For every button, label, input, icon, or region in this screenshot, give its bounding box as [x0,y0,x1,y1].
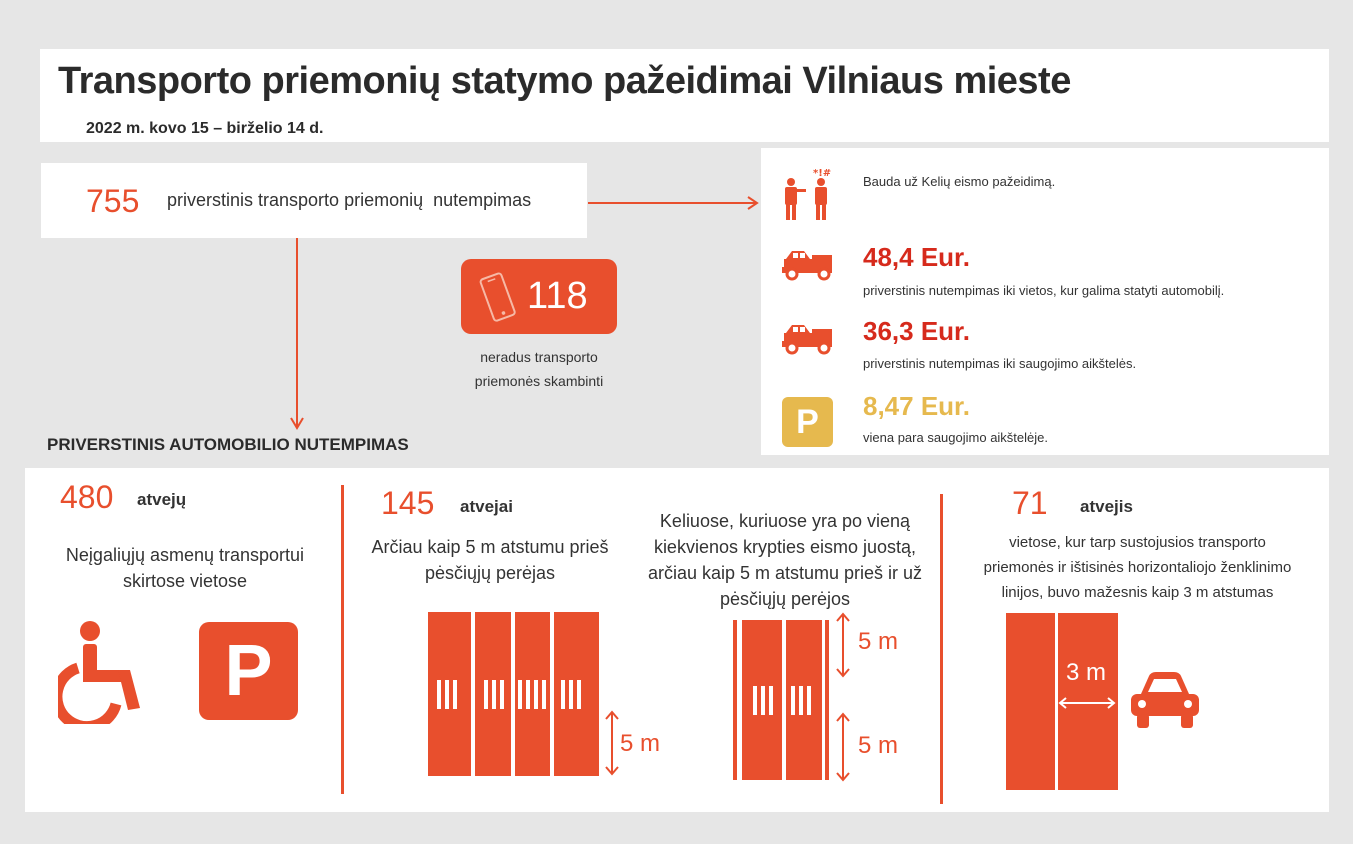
arrow-right [588,194,763,212]
towing-total-label: priverstinis transporto priemonių nutempimas [167,190,532,210]
divider [940,494,943,804]
case-1-desc: Neįgaliųjų asmenų transportui skirtose vietose [65,545,305,591]
calls-number: 118 [527,275,588,317]
case-3-distance-top: 5 m [858,628,899,655]
case-4-distance: 3 m [1066,659,1107,686]
case-4-number: 71 [1012,485,1048,521]
distance-arrow-icon [835,612,851,678]
crosswalk-road-icon [733,620,829,780]
fine-amount-3: 8,47 Eur. [863,391,970,421]
page-title: Transporto priemonių statymo pažeidimai Vilniaus mieste [58,60,1071,102]
fines-intro: Bauda už Kelių eismo pažeidimą. [863,174,1056,189]
wheelchair-icon [58,620,144,724]
car-icon [1129,670,1201,730]
case-3-distance-bottom: 5 m [858,732,899,759]
fine-desc-1: priverstinis nutempimas iki vietos, kur galima statyti automobilį. [863,283,1225,298]
fine-desc-3: viena para saugojimo aikštelėje. [863,430,1048,445]
case-2-distance: 5 m [620,730,661,757]
fine-desc-2: priverstinis nutempimas iki saugojimo aikštelės. [863,356,1137,371]
divider [341,485,344,794]
distance-arrow-icon [604,710,620,776]
case-3-desc: Keliuose, kuriuose yra po vieną kiekvienos krypties eismo juostą, arčiau kaip 5 m atstumu prieš ir už pėsčiųjų perėjos [647,511,923,609]
traffic-officer-icon [780,168,836,222]
road-lane-icon [1006,613,1118,790]
fines-panel [761,148,1329,455]
case-2-unit: atvejai [460,497,513,516]
case-4-desc: vietose, kur tarp sustojusios transporto priemonės ir ištisinės horizontaliojo ženklinimo linijos, buvo mažesnis kaip 3 m atstumas [983,534,1292,601]
arrow-down [288,238,306,432]
calls-label: neradus transporto priemonės skambinti [474,349,604,389]
phone-icon [475,269,521,327]
case-2-number: 145 [381,485,435,521]
page-subtitle: 2022 m. kovo 15 – birželio 14 d. [86,120,324,137]
case-1-number: 480 [60,479,114,515]
distance-arrow-icon [835,712,851,782]
section-heading: PRIVERSTINIS AUTOMOBILIO NUTEMPIMAS [47,435,409,454]
case-4-unit: atvejis [1080,497,1133,516]
towing-total-number: 755 [86,183,140,219]
calls-badge [461,259,617,334]
fine-amount-2: 36,3 Eur. [863,316,970,346]
svg-text:*!#: *!# [813,168,832,179]
case-2-desc: Arčiau kaip 5 m atstumu prieš pėsčiųjų perėjas [371,537,609,583]
tow-truck-icon [782,321,834,355]
fine-amount-1: 48,4 Eur. [863,242,970,272]
parking-icon: P [199,622,298,720]
parking-icon: P [782,397,833,447]
crosswalk-road-icon [428,612,599,776]
case-1-unit: atvejų [137,490,187,509]
tow-truck-icon [782,247,834,281]
